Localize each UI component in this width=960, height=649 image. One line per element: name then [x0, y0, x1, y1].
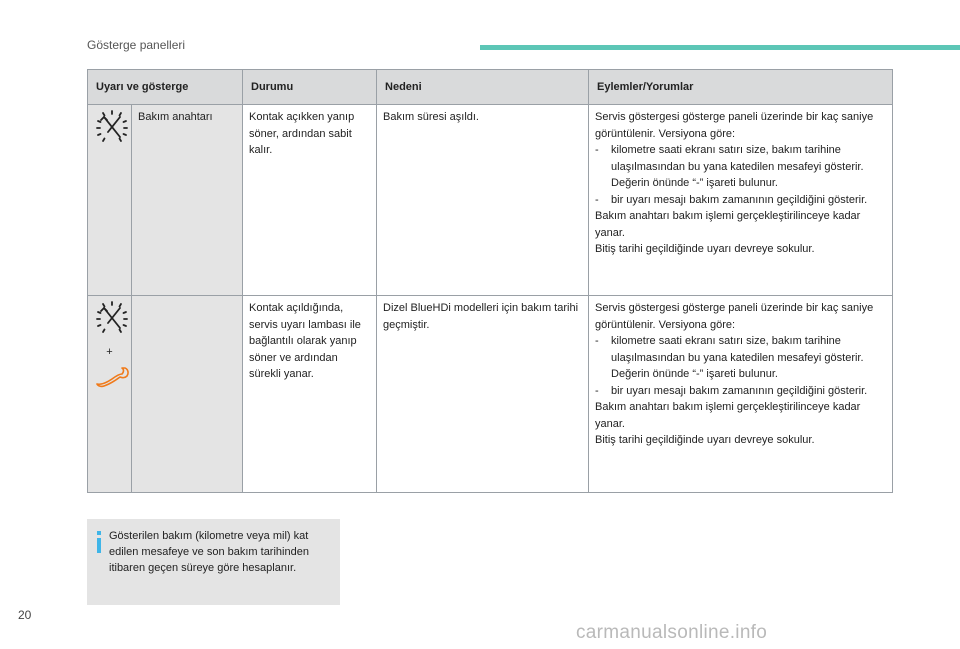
page-number: 20 [18, 608, 32, 622]
actions-note: Bakım anahtarı bakım işlemi gerçekleştirilinceye kadar yanar. [595, 401, 861, 430]
actions-bullet: - kilometre saati ekranı satırı size, bakım tarihine ulaşılmasından bu yana katedilen mesafeyi gösterir. Değerin önünde “-” işareti bulunur. [595, 144, 864, 189]
icon-cell [88, 296, 132, 493]
cause-cell: Dizel BlueHDi modelleri için bakım tarihi geçmiştir. [377, 296, 589, 493]
state-cell: Kontak açıldığında, servis uyarı lambası ile bağlantılı olarak yanıp söner ve ardından sürekli yanar. [243, 296, 377, 493]
info-icon [95, 531, 103, 553]
state-cell: Kontak açıkken yanıp söner, ardından sabit kalır. [243, 105, 377, 296]
table-row [88, 296, 893, 493]
warning-table [87, 69, 893, 493]
actions-note: Bakım anahtarı bakım işlemi gerçekleştirilinceye kadar yanar. [595, 210, 861, 239]
column-header-state: Durumu [243, 70, 377, 105]
wrench-icon [94, 366, 130, 388]
icon-cell [88, 105, 132, 296]
actions-intro: Servis göstergesi gösterge paneli üzerinde bir kaç saniye görüntülenir. Versiyona göre: [595, 111, 874, 140]
plus-sign: + [106, 345, 113, 358]
column-header-warning: Uyarı ve gösterge [88, 70, 243, 105]
info-box [87, 519, 340, 605]
actions-cell [589, 296, 893, 493]
service-wrench-icon [94, 300, 130, 336]
warning-name [132, 296, 243, 493]
column-header-actions: Eylemler/Yorumlar [589, 70, 893, 105]
actions-cell [589, 105, 893, 296]
header-accent-bar [480, 45, 960, 50]
service-wrench-icon [94, 109, 130, 145]
table-row [88, 105, 893, 296]
table-header-row [88, 70, 893, 105]
actions-bullet: - kilometre saati ekranı satırı size, bakım tarihine ulaşılmasından bu yana katedilen mesafeyi gösterir. Değerin önünde “-” işareti bulunur. [595, 335, 864, 380]
actions-note: Bitiş tarihi geçildiğinde uyarı devreye sokulur. [595, 434, 815, 446]
watermark: carmanualsonline.info [576, 622, 768, 643]
column-header-cause: Nedeni [377, 70, 589, 105]
section-title: Gösterge panelleri [87, 38, 186, 52]
actions-bullet: - bir uyarı mesajı bakım zamanının geçildiğini gösterir. [595, 193, 868, 206]
actions-intro: Servis göstergesi gösterge paneli üzerinde bir kaç saniye görüntülenir. Versiyona göre: [595, 302, 874, 331]
cause-cell: Bakım süresi aşıldı. [377, 105, 589, 296]
actions-note: Bitiş tarihi geçildiğinde uyarı devreye sokulur. [595, 243, 815, 255]
info-text: Gösterilen bakım (kilometre veya mil) kat edilen mesafeye ve son bakım tarihinden itibaren geçen süreye göre hesaplanır. [109, 530, 309, 574]
warning-name: Bakım anahtarı [132, 105, 243, 296]
actions-bullet: - bir uyarı mesajı bakım zamanının geçildiğini gösterir. [595, 384, 868, 397]
